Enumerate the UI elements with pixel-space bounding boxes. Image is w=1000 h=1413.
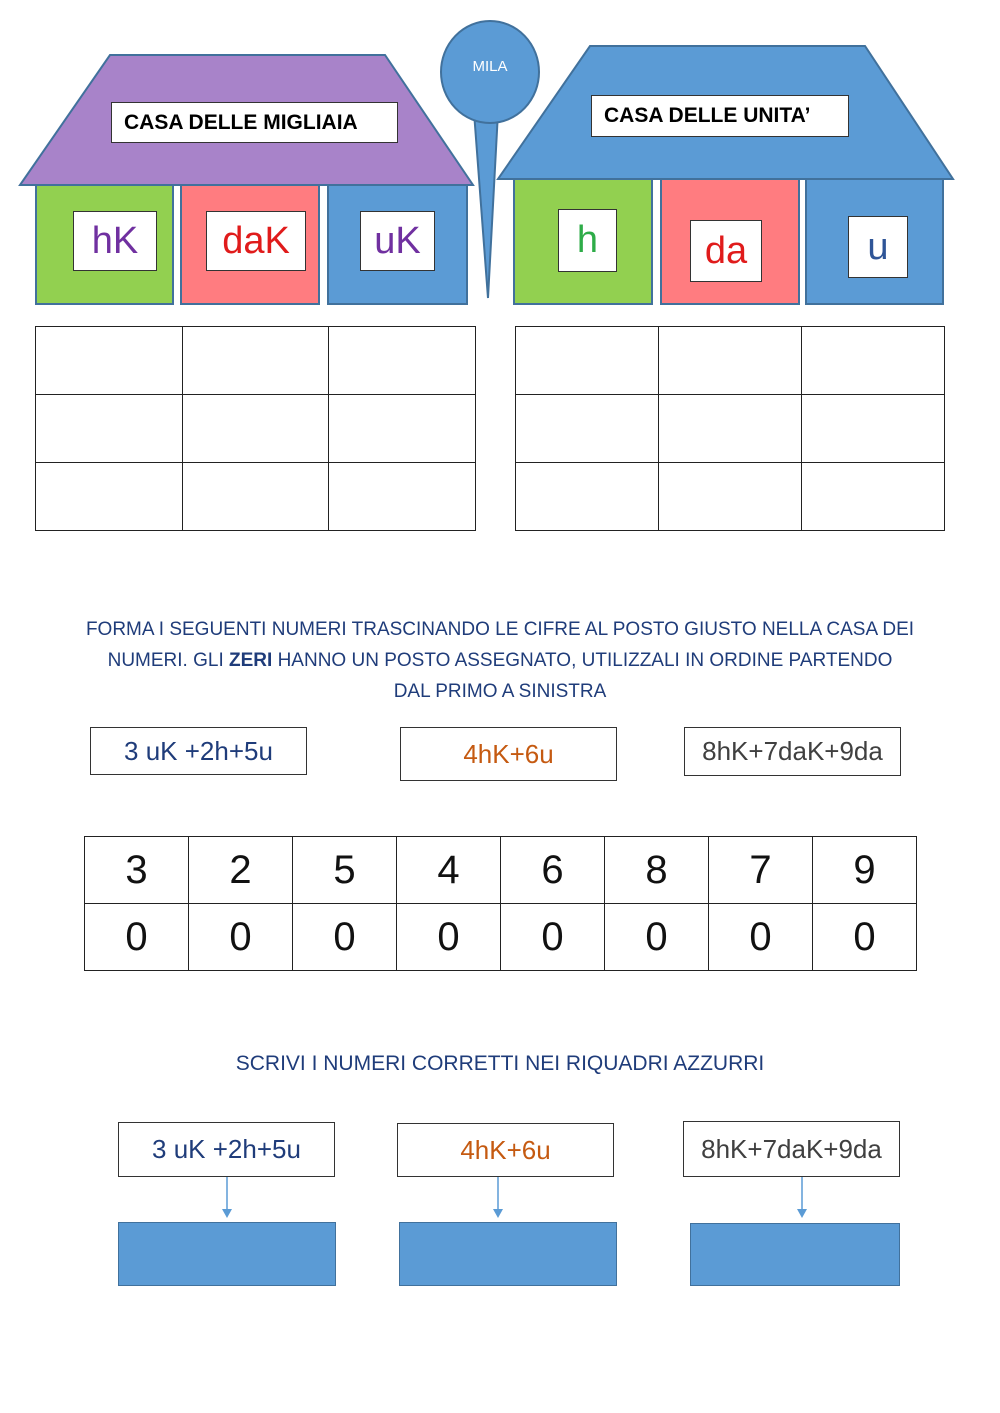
- write-instruction: SCRIVI I NUMERI CORRETTI NEI RIQUADRI AZZURRI: [235, 1052, 765, 1075]
- drop-cell[interactable]: [329, 463, 476, 531]
- label-uK: uK: [360, 211, 435, 271]
- answer-input-1[interactable]: [118, 1222, 336, 1286]
- drop-cell[interactable]: [36, 395, 183, 463]
- drop-cell[interactable]: [802, 463, 945, 531]
- answer-number-1: 3 uK +2h+5u: [118, 1122, 335, 1177]
- drop-cell[interactable]: [329, 395, 476, 463]
- zero-tile[interactable]: 0: [813, 904, 917, 971]
- answer-number-2: 4hK+6u: [397, 1123, 614, 1177]
- instructions-line-1: FORMA I SEGUENTI NUMERI TRASCINANDO LE CIFRE AL POSTO GIUSTO NELLA CASA DEI: [85, 619, 915, 640]
- drop-cell[interactable]: [329, 327, 476, 395]
- balloon-text: MILA: [472, 58, 508, 75]
- units-drop-grid: [515, 326, 945, 531]
- instructions-line-2-end: HANNO UN POSTO ASSEGNATO, UTILIZZALI IN ORDINE PARTENDO: [272, 650, 893, 671]
- instructions-line-3: DAL PRIMO A SINISTRA: [393, 681, 607, 702]
- drop-cell[interactable]: [802, 395, 945, 463]
- arrow-down-icon: [491, 1177, 505, 1219]
- drop-cell[interactable]: [36, 463, 183, 531]
- digit-tile[interactable]: 2: [189, 837, 293, 904]
- drop-cell[interactable]: [183, 463, 329, 531]
- zero-tile[interactable]: 0: [501, 904, 605, 971]
- arrow-down-icon: [795, 1177, 809, 1219]
- target-number-1: 3 uK +2h+5u: [90, 727, 307, 775]
- arrow-down-icon: [220, 1177, 234, 1219]
- digit-tile[interactable]: 7: [709, 837, 813, 904]
- drop-cell[interactable]: [659, 327, 802, 395]
- answer-number-3: 8hK+7daK+9da: [683, 1121, 900, 1177]
- digit-tile[interactable]: 6: [501, 837, 605, 904]
- drop-cell[interactable]: [183, 327, 329, 395]
- label-u: u: [848, 216, 908, 278]
- drop-cell[interactable]: [659, 463, 802, 531]
- instructions-line-2: [40, 645, 960, 676]
- zero-tile[interactable]: 0: [85, 904, 189, 971]
- digit-tile[interactable]: 5: [293, 837, 397, 904]
- drop-cell[interactable]: [516, 327, 659, 395]
- label-daK: daK: [206, 211, 306, 271]
- drop-cell[interactable]: [516, 395, 659, 463]
- zero-tile[interactable]: 0: [397, 904, 501, 971]
- digit-tile[interactable]: 3: [85, 837, 189, 904]
- digit-tile[interactable]: 8: [605, 837, 709, 904]
- target-number-3: 8hK+7daK+9da: [684, 727, 901, 776]
- units-house-title: CASA DELLE UNITA’: [591, 95, 849, 137]
- instructions-zeri: ZERI: [229, 650, 273, 671]
- digit-tiles: [84, 836, 917, 971]
- label-da: da: [690, 220, 762, 282]
- digit-tile[interactable]: 4: [397, 837, 501, 904]
- label-h: h: [558, 209, 617, 272]
- instructions-line-2-start: NUMERI. GLI: [107, 650, 230, 671]
- drop-cell[interactable]: [36, 327, 183, 395]
- drop-cell[interactable]: [183, 395, 329, 463]
- thousands-house-title: CASA DELLE MIGLIAIA: [111, 102, 398, 143]
- drop-cell[interactable]: [802, 327, 945, 395]
- digit-tile[interactable]: 9: [813, 837, 917, 904]
- zero-tile[interactable]: 0: [293, 904, 397, 971]
- target-number-2: 4hK+6u: [400, 727, 617, 781]
- zero-tile[interactable]: 0: [189, 904, 293, 971]
- label-hK: hK: [73, 211, 157, 271]
- answer-input-3[interactable]: [690, 1223, 900, 1286]
- zero-tile[interactable]: 0: [605, 904, 709, 971]
- drop-cell[interactable]: [659, 395, 802, 463]
- answer-input-2[interactable]: [399, 1222, 617, 1286]
- zero-tile[interactable]: 0: [709, 904, 813, 971]
- drop-cell[interactable]: [516, 463, 659, 531]
- balloon-tail: [474, 112, 498, 298]
- instructions-text: [40, 614, 960, 707]
- thousands-drop-grid: [35, 326, 476, 531]
